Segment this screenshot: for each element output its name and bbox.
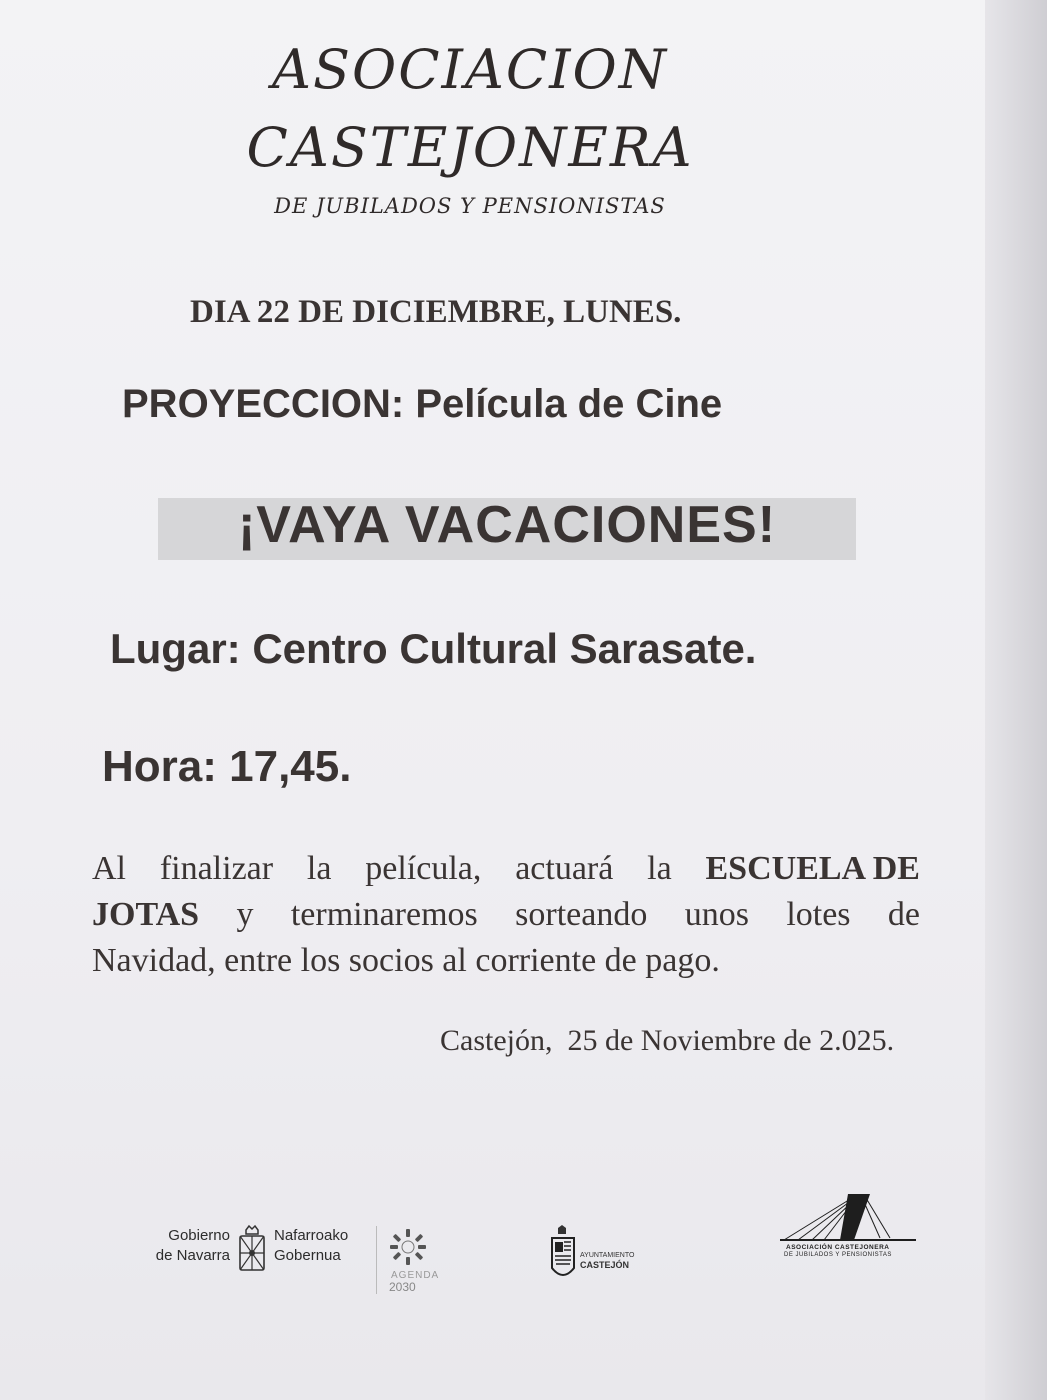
agenda-wheel-icon [389,1228,427,1266]
word: de [887,896,920,933]
signature-date: Castejón, 25 de Noviembre de 2.025. [440,1024,895,1057]
word: terminaremos [290,896,478,933]
body-paragraph-line-2 [92,892,920,938]
word: finalizar [159,850,274,887]
word: película, [365,850,482,887]
event-place: Lugar: Centro Cultural Sarasate. [110,625,757,672]
event-date: DIA 22 DE DICIEMBRE, LUNES. [190,294,682,330]
agenda-year: 2030 [389,1280,416,1294]
assoc-line-1: ASOCIACIÓN CASTEJONERA [786,1244,890,1251]
gob-left-2: de Navarra [155,1247,230,1264]
castejon-shield-icon [548,1224,578,1288]
agenda-label: AGENDA [391,1270,440,1281]
assoc-line-2: DE JUBILADOS Y PENSIONISTAS [784,1252,892,1258]
title-line-1: ASOCIACION [271,38,669,101]
body-paragraph-line-3: Navidad, entre los socios al corriente de pago. [92,942,720,979]
event-time: Hora: 17,45. [102,742,352,791]
word: la [647,850,672,887]
event-projection: PROYECCION: Película de Cine [122,382,723,426]
paper-edge-background [985,0,1047,1400]
bold-phrase: ESCUELA DE [705,850,920,887]
asociacion-logo [778,1190,918,1270]
navarra-crest-icon [236,1224,268,1280]
gob-right-1: Nafarroako [274,1227,349,1244]
word: Al [92,850,126,887]
gob-right-2: Gobernua [274,1247,341,1264]
ayto-label: AYUNTAMIENTO [580,1252,635,1259]
title-subtitle: DE JUBILADOS Y PENSIONISTAS [274,194,666,218]
body-paragraph-line-1 [92,846,920,892]
ayto-name: CASTEJÓN [580,1260,630,1270]
word: actuará [515,850,614,887]
word: la [306,850,332,887]
word: lotes [786,896,851,933]
bridge-icon [778,1190,918,1244]
word: y [236,896,254,933]
ayuntamiento-castejon-logo [548,1224,638,1288]
title-line-2: CASTEJONERA [246,116,694,179]
word: sorteando [515,896,648,933]
gob-left-1: Gobierno [168,1227,230,1244]
agenda-2030-logo [376,1226,440,1294]
bold-phrase: JOTAS [92,896,200,933]
word: unos [684,896,749,933]
movie-title: ¡VAYA VACACIONES! [237,496,777,554]
